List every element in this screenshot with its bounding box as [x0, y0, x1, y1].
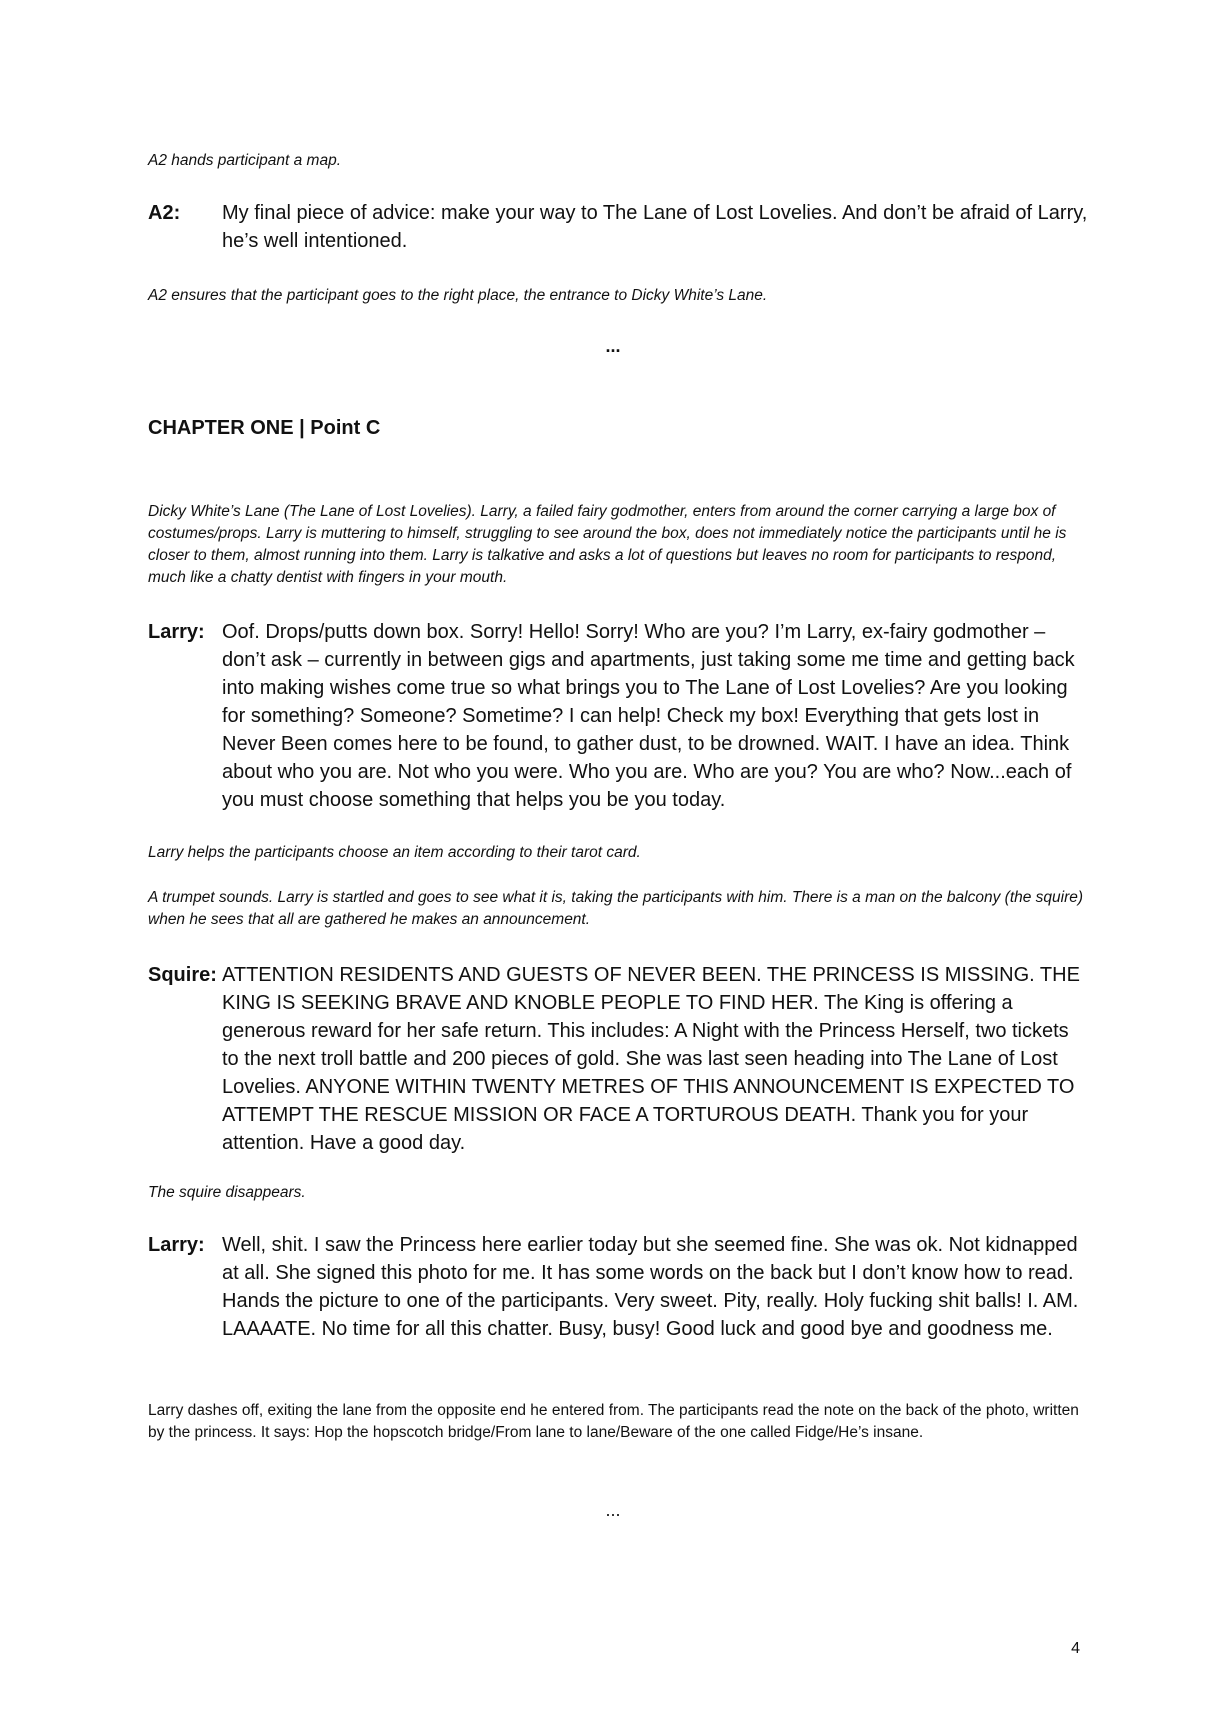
- stage-direction: A trumpet sounds. Larry is startled and goes to see what it is, taking the participants with him. There is a man on the balcony (the squire) when he sees that all are gathered he makes an announcement.: [148, 889, 1084, 928]
- scene-separator: ...: [605, 336, 621, 356]
- stage-direction: The squire disappears.: [148, 1184, 306, 1201]
- dialogue-line: [148, 618, 1088, 814]
- speaker-label: Larry:: [148, 1234, 205, 1256]
- speaker-label: A2:: [148, 202, 181, 224]
- dialogue-text: My final piece of advice: make your way to The Lane of Lost Lovelies. And don’t be afraid of Larry, he’s well intentioned.: [222, 202, 1088, 252]
- dialogue-line: [148, 199, 1088, 255]
- dialogue-line: [148, 1231, 1088, 1343]
- dialogue-text: Well, shit. I saw the Princess here earlier today but she seemed fine. She was ok. Not kidnapped at all. She signed this photo for me. It has some words on the back but I don’t know how to read. Hands the picture to one of the participants. Very sweet. Pity, really. Holy fucking shit balls! I. AM. LAAAATE. No time for all this chatter. Busy, busy! Good luck and good bye and goodness me.: [222, 1234, 1079, 1340]
- stage-note: Larry dashes off, exiting the lane from the opposite end he entered from. The participants read the note on the back of the photo, written by the princess. It says: Hop the hopscotch bridge/From lane to lane/Beware of the one called Fidge/He’s insane.: [148, 1402, 1079, 1441]
- stage-direction: A2 hands participant a map.: [148, 152, 342, 169]
- dialogue-text: Oof. Drops/putts down box. Sorry! Hello! Sorry! Who are you? I’m Larry, ex-fairy godmother – don’t ask – currently in between gigs and apartments, just taking some me time and getting back into making wishes come true so what brings you to The Lane of Lost Lovelies? Are you looking for something? Someone? Sometime? I can help! Check my box! Everything that gets lost in Never Been comes here to be found, to gather dust, to be drowned. WAIT. I have an idea. Think about who you are. Not who you were. Who you are. Who are you? You are who? Now...each of you must choose something that helps you be you today.: [222, 621, 1075, 811]
- stage-direction: Larry helps the participants choose an item according to their tarot card.: [148, 844, 641, 861]
- dialogue-text: ATTENTION RESIDENTS AND GUESTS OF NEVER BEEN. THE PRINCESS IS MISSING. THE KING IS SEEKING BRAVE AND KNOBLE PEOPLE TO FIND HER. The King is offering a generous reward for her safe return. This includes: A Night with the Princess Herself, two tickets to the next troll battle and 200 pieces of gold. She was last seen heading into The Lane of Lost Lovelies. ANYONE WITHIN TWENTY METRES OF THIS ANNOUNCEMENT IS EXPECTED TO ATTEMPT THE RESCUE MISSION OR FACE A TORTUROUS DEATH. Thank you for your attention. Have a good day.: [222, 964, 1080, 1154]
- dialogue-line: [148, 961, 1088, 1157]
- stage-direction: Dicky White’s Lane (The Lane of Lost Lovelies). Larry, a failed fairy godmother, enters from around the corner carrying a large box of costumes/props. Larry is muttering to himself, struggling to see around the box, does not immediately notice the participants until he is closer to them, almost running into them. Larry is talkative and asks a lot of questions but leaves no room for participants to respond, much like a chatty dentist with fingers in your mouth.: [148, 503, 1067, 586]
- speaker-label: Squire:: [148, 964, 217, 986]
- page-number: 4: [1071, 1640, 1080, 1657]
- chapter-heading: CHAPTER ONE | Point C: [148, 417, 381, 439]
- scene-separator: ...: [605, 1500, 621, 1520]
- stage-direction: A2 ensures that the participant goes to the right place, the entrance to Dicky White’s Lane.: [148, 287, 768, 304]
- speaker-label: Larry:: [148, 621, 205, 643]
